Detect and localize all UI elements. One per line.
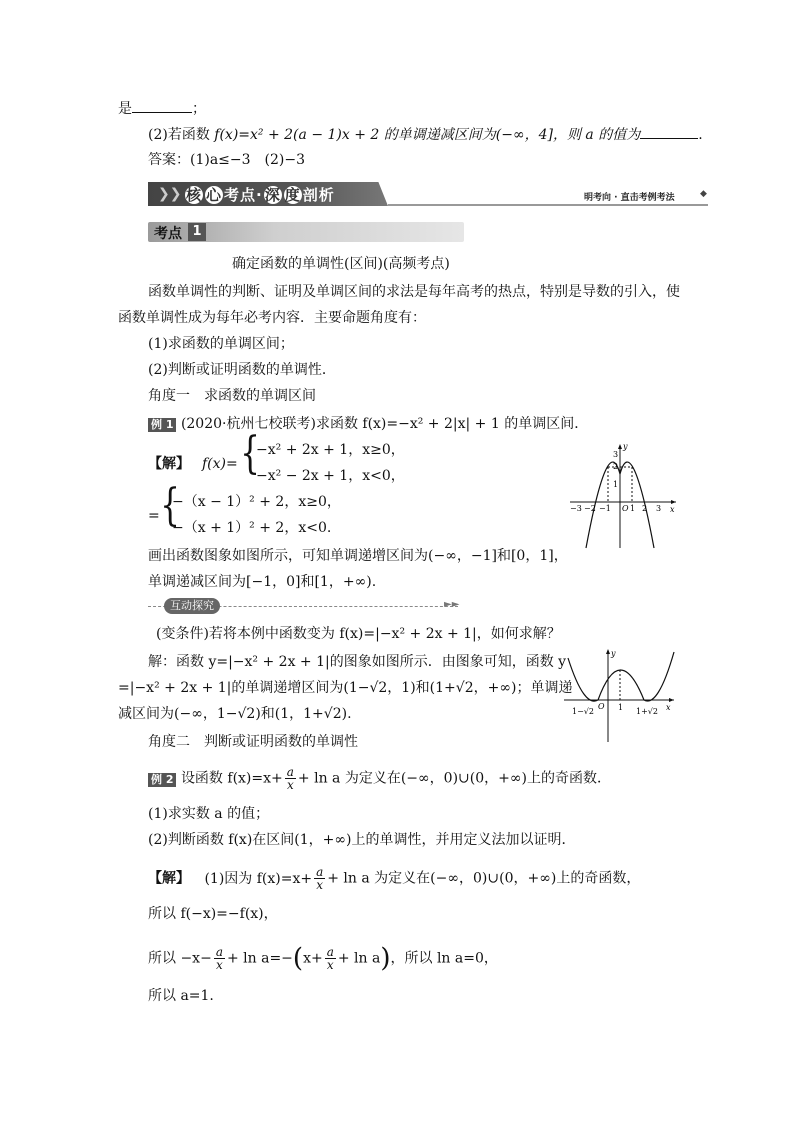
fraction — [214, 946, 225, 971]
text: (2)若函数 — [148, 127, 215, 143]
text: ； — [192, 101, 206, 117]
intro-line-2: 函数单调性成为每年必考内容．主要命题角度有： — [118, 310, 426, 326]
tick-label: 2 — [642, 504, 648, 513]
answer-blank — [132, 98, 192, 113]
title-char: 核 — [185, 186, 202, 204]
tick-label: 1 — [630, 504, 636, 513]
text: 【解】 — [148, 456, 190, 472]
arrow-icon — [618, 444, 622, 449]
title-char: 度 — [284, 186, 301, 204]
solution-2-line-4: 所以 a=1. — [148, 988, 214, 1004]
solution-2-line-1 — [148, 866, 640, 891]
numerator: a — [316, 865, 324, 879]
text: + ln a — [337, 950, 381, 967]
banner-subtitle: 明考向 · 直击考例考法 — [584, 193, 675, 203]
solution-2-line-2: 所以 f(−x)=−f(x)， — [148, 906, 278, 922]
brace: { — [160, 480, 180, 531]
chevron-icon: ❯❯ — [158, 186, 182, 202]
tick-label: 1+√2 — [636, 707, 658, 716]
numerator: a — [326, 945, 334, 959]
interactive-tag: 互动探究 — [164, 598, 220, 614]
example-badge: 例 2 — [148, 773, 176, 787]
tick-label: 3 — [656, 504, 662, 513]
interactive-divider — [148, 598, 464, 616]
banner-rule — [388, 204, 708, 206]
banner-title — [184, 184, 335, 205]
text: + ln a=− — [226, 950, 293, 967]
text: (2020·杭州七校联考)求函数 f(x)=−x² + 2|x| + 1 的单调区间． — [180, 416, 589, 432]
answer-blank — [640, 124, 698, 139]
axis-label: y — [611, 649, 616, 658]
paren: ( — [292, 943, 304, 974]
text: 是 — [118, 101, 132, 117]
fraction — [314, 866, 325, 891]
text: 所以 −x− — [148, 950, 212, 967]
title-char: 剖析 — [302, 186, 335, 204]
fx-label: f(x)= — [202, 456, 238, 472]
question-2: (2)判断函数 f(x)在区间(1，+∞)上的单调性，并用定义法加以证明． — [148, 832, 576, 848]
diamond-icon: ◆ — [700, 189, 707, 199]
tick-label: 1−√2 — [572, 707, 594, 716]
tick-label: −2 — [584, 504, 596, 513]
case-2: −x² − 2x + 1，x<0， — [256, 468, 405, 484]
item-2: (2)判断或证明函数的单调性． — [148, 362, 336, 378]
tick-label: 2 — [613, 462, 619, 471]
section-title: 确定函数的单调性(区间)(高频考点) — [232, 256, 450, 272]
tick-label: −1 — [599, 504, 611, 513]
section-banner — [148, 180, 708, 210]
conclusion-2: 单调递减区间为[−1，0]和[1，+∞). — [148, 574, 377, 590]
text: ，所以 ln a=0， — [390, 950, 498, 967]
brace: { — [240, 428, 260, 479]
denominator: x — [316, 878, 324, 892]
kaodian-bar — [148, 222, 464, 242]
variant-line-1: (变条件)若将本例中函数变为 f(x)=|−x² + 2x + 1|，如何求解？ — [156, 626, 561, 642]
arrow-icon: ►► — [444, 599, 460, 610]
text: 设函数 f(x)=x+ — [180, 770, 283, 787]
paren: ) — [380, 943, 391, 974]
case-3: −（x − 1）² + 2，x≥0， — [172, 494, 341, 510]
tick-label: 1 — [618, 703, 624, 712]
angle-2: 角度二 判断或证明函数的单调性 — [148, 734, 358, 750]
title-char: 考点 — [224, 186, 257, 204]
answer-line: 答案：(1)a≤−3 (2)−3 — [148, 152, 306, 168]
denominator: x — [326, 958, 334, 972]
tick-label: 1 — [613, 480, 619, 489]
intro-line-1: 函数单调性的判断、证明及单调区间的求法是每年高考的热点，特别是导数的引入，使 — [148, 284, 680, 300]
title-char: 深 — [264, 186, 281, 204]
line-blank-1 — [118, 98, 206, 119]
arrow-icon — [669, 698, 674, 702]
eq-sign: = — [148, 508, 160, 524]
origin-label: O — [598, 702, 605, 711]
arrow-icon — [606, 649, 610, 654]
question-1: (1)求实数 a 的值； — [148, 806, 270, 822]
solution-label — [148, 454, 190, 474]
variant-line-3: =|−x² + 2x + 1|的单调递增区间为(1−√2，1)和(1+√2，+∞)；单调递 — [118, 680, 573, 696]
text: f(x)=x² + 2(a − 1)x + 2 的单调递减区间为(−∞，4]，则 a 的值为 — [214, 127, 641, 143]
case-4: −（x + 1）² + 2，x<0. — [172, 520, 332, 536]
solution-2-line-3 — [148, 943, 498, 974]
example-badge: 例 1 — [148, 418, 176, 432]
title-char: · — [256, 186, 263, 204]
kaodian-number: 1 — [188, 223, 206, 241]
numerator: a — [286, 765, 294, 779]
text: + ln a 为定义在(−∞，0)∪(0，+∞)上的奇函数． — [297, 770, 612, 787]
arrow-icon — [671, 500, 676, 504]
tick-label: −3 — [570, 504, 582, 513]
angle-1: 角度一 求函数的单调区间 — [148, 388, 316, 404]
numerator: a — [215, 945, 223, 959]
axis-label: x — [670, 505, 675, 514]
example-2-statement — [148, 766, 611, 791]
item-1: (1)求函数的单调区间； — [148, 336, 294, 352]
text: x+ — [303, 950, 323, 967]
text: . — [698, 127, 703, 143]
text: (1)因为 f(x)=x+ — [204, 870, 313, 887]
conclusion-1: 画出函数图象如图所示，可知单调递增区间为(−∞，−1]和[0，1]， — [148, 548, 568, 564]
example-1-statement — [148, 414, 588, 434]
question-2 — [148, 124, 703, 145]
case-1: −x² + 2x + 1，x≥0， — [256, 442, 405, 458]
kaodian-label: 考点 — [154, 226, 182, 242]
origin-label: O — [622, 504, 629, 513]
title-char: 心 — [205, 186, 222, 204]
axis-label: x — [666, 703, 671, 712]
graph-2 — [562, 648, 678, 744]
graph-1 — [566, 440, 680, 550]
axis-label: y — [623, 442, 628, 451]
fraction — [285, 766, 296, 791]
denominator: x — [286, 778, 294, 792]
variant-line-4: 减区间为(−∞，1−√2)和(1，1+√2). — [118, 706, 352, 722]
variant-line-2: 解：函数 y=|−x² + 2x + 1|的图象如图所示．由图象可知，函数 y — [148, 654, 567, 670]
tick-label: 3 — [613, 450, 619, 459]
text: 【解】 — [148, 870, 190, 887]
curve — [568, 652, 674, 701]
text: + ln a 为定义在(−∞，0)∪(0，+∞)上的奇函数， — [327, 870, 641, 887]
fraction — [325, 946, 336, 971]
denominator: x — [216, 958, 223, 972]
